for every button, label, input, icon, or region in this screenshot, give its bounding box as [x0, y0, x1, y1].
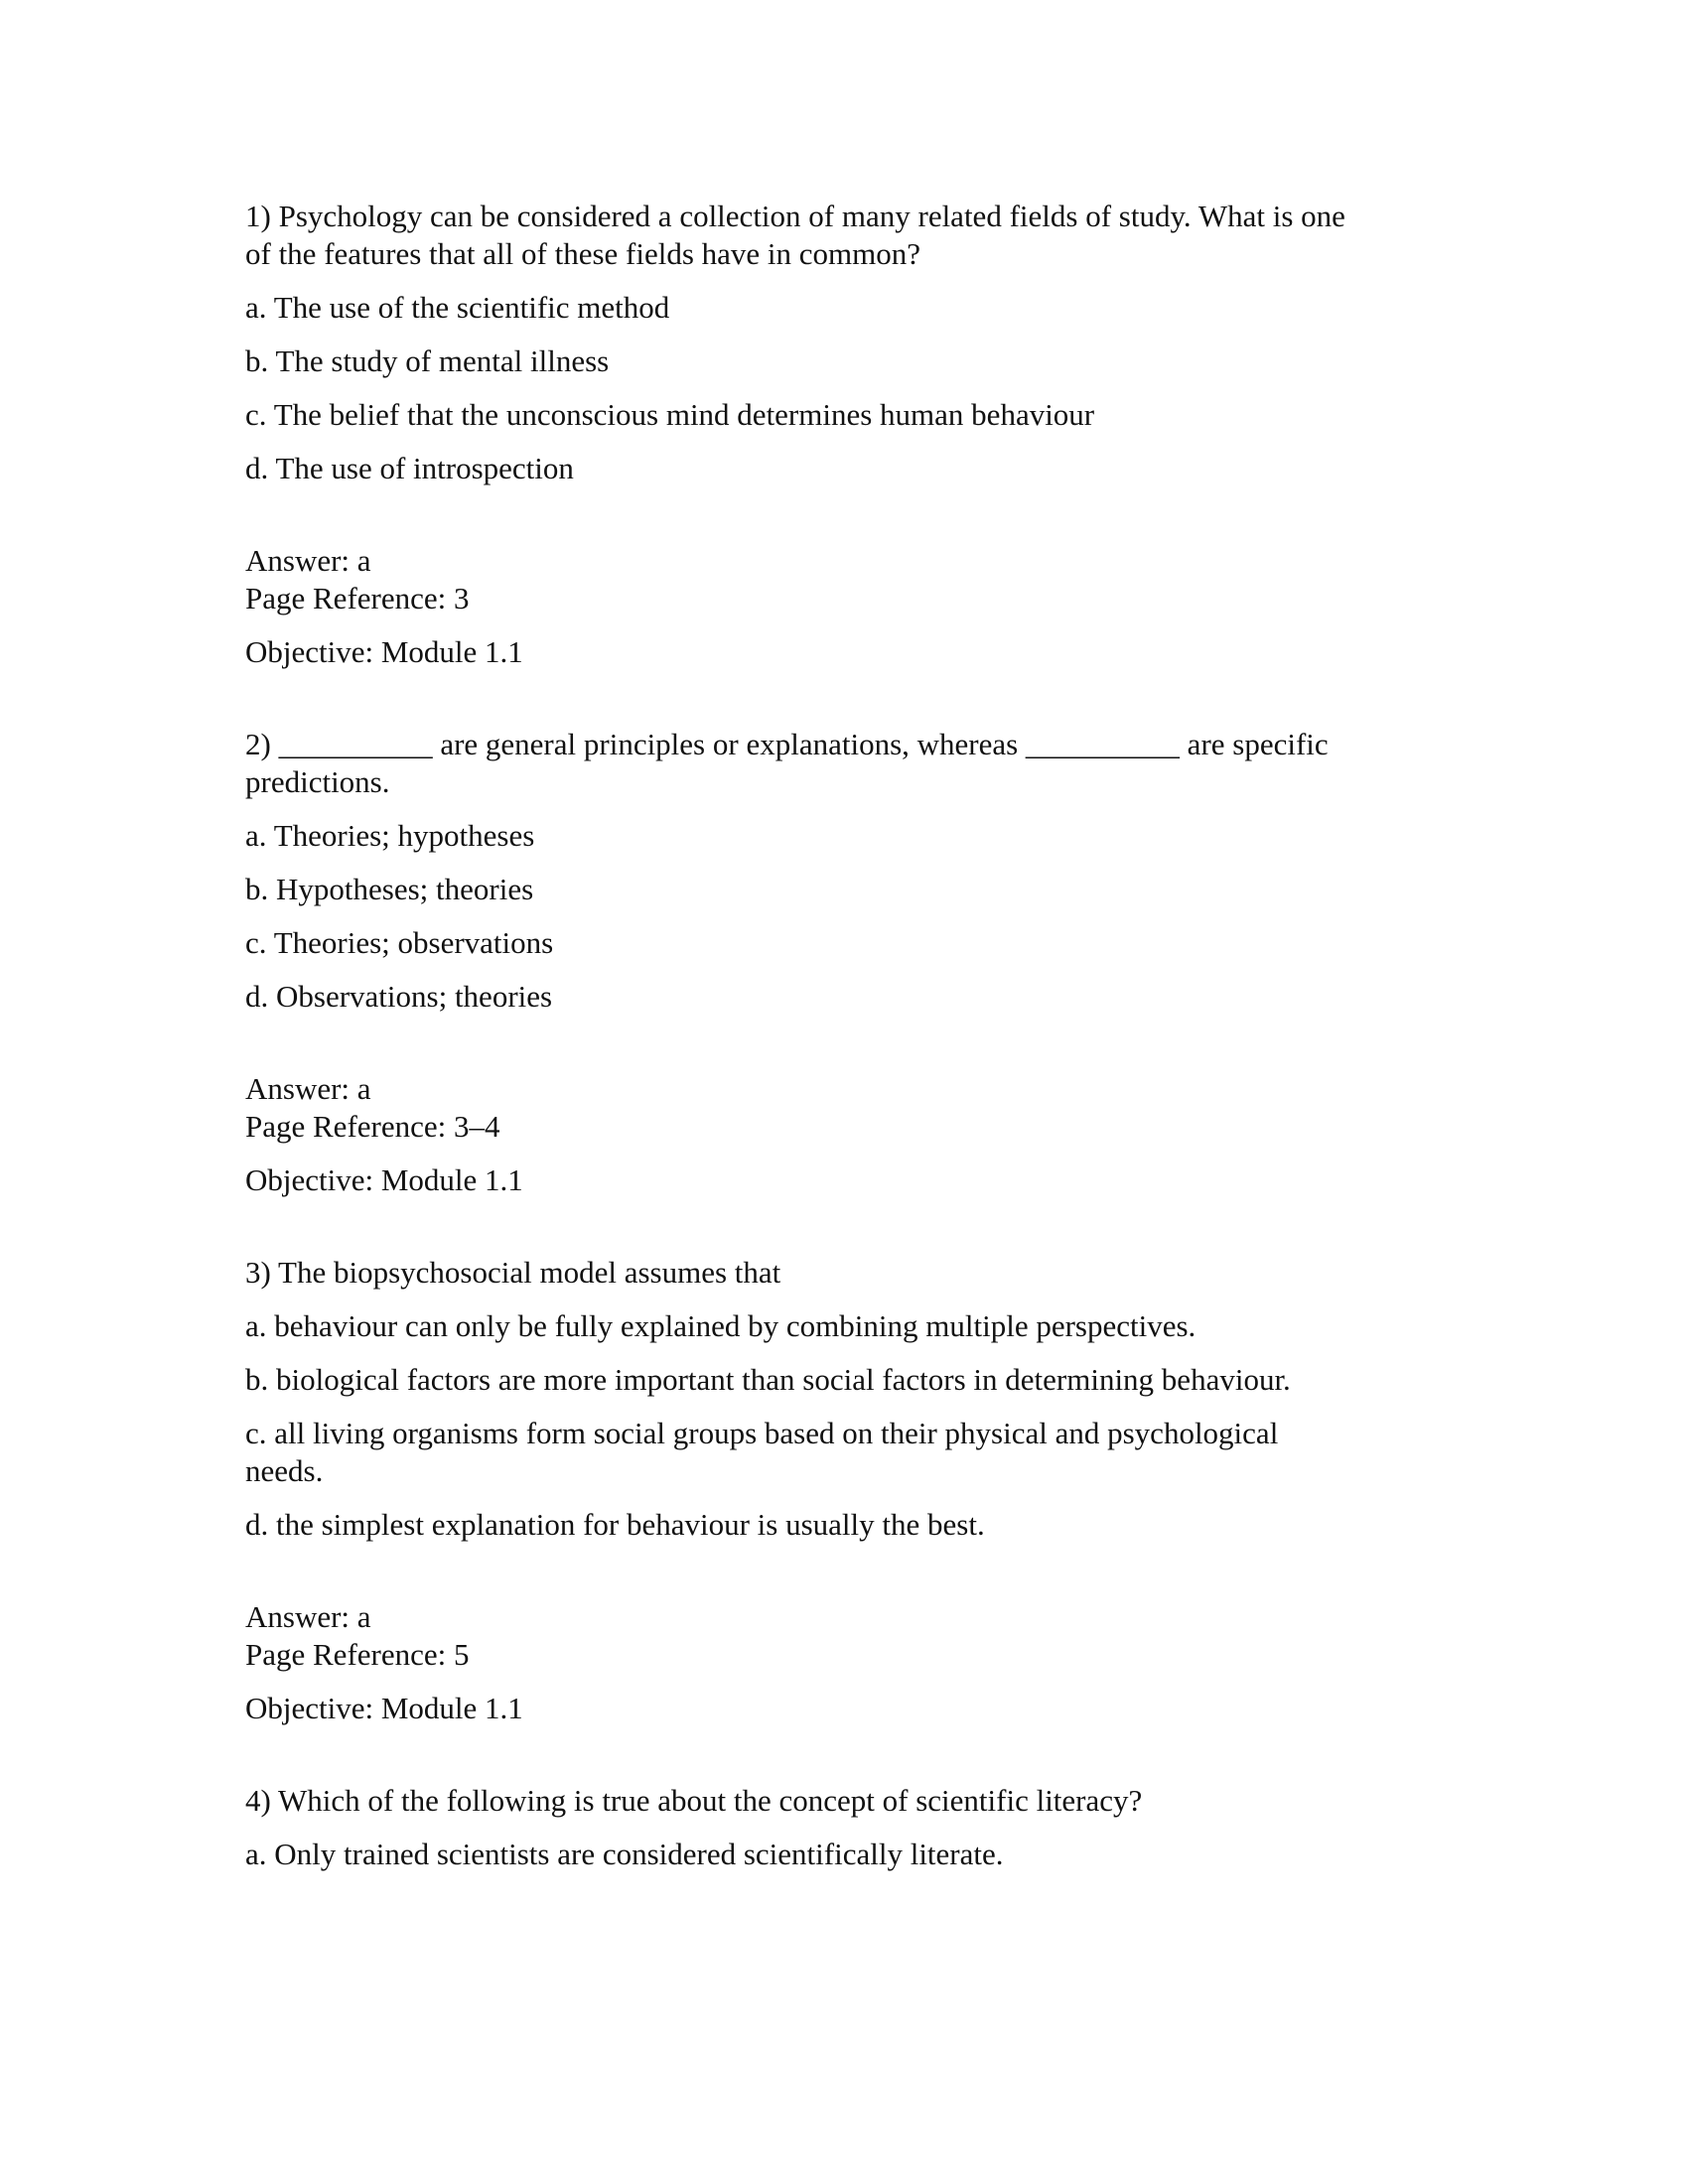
answer-option-line: d. the simplest explanation for behaviour is usually the best.: [245, 1507, 985, 1542]
answer-option-line: b. Hypotheses; theories: [245, 872, 534, 906]
answer-option: [245, 289, 1467, 327]
answer-option-line: b. biological factors are more important than social factors in determining behaviour.: [245, 1362, 1291, 1397]
answer-option-line: c. The belief that the unconscious mind determines human behaviour: [245, 397, 1095, 432]
answer-key: Answer: a: [245, 1599, 371, 1634]
page-reference: Page Reference: 3–4: [245, 1109, 500, 1144]
question-stem-line: 2) __________ are general principles or explanations, whereas __________ are specific: [245, 727, 1329, 761]
spacer: [245, 1743, 1467, 1782]
answer-option-line: a. Theories; hypotheses: [245, 818, 535, 853]
objective: Objective: Module 1.1: [245, 1162, 523, 1197]
answer-option: [245, 817, 1467, 855]
answer-option: [245, 1307, 1467, 1345]
answer-option-line: a. Only trained scientists are considered scientifically literate.: [245, 1837, 1004, 1871]
question-4: [245, 1782, 1467, 1873]
answer-key: Answer: a: [245, 1071, 371, 1106]
spacer: [245, 1560, 1467, 1598]
answer-option-line: d. Observations; theories: [245, 979, 553, 1014]
page-reference: Page Reference: 3: [245, 581, 470, 615]
answer-option: [245, 1415, 1467, 1490]
answer-option-line: c. all living organisms form social groups based on their physical and psychological: [245, 1416, 1279, 1450]
page-reference: Page Reference: 5: [245, 1637, 470, 1672]
question-stem: [245, 726, 1467, 801]
answer-option-line: d. The use of introspection: [245, 451, 574, 485]
answer-option-line: a. The use of the scientific method: [245, 290, 670, 325]
spacer: [245, 1031, 1467, 1070]
question-2: [245, 726, 1467, 1254]
answer-option-line: c. Theories; observations: [245, 925, 554, 960]
answer-option: [245, 1506, 1467, 1544]
answer-option: [245, 396, 1467, 434]
question-stem-line: predictions.: [245, 764, 390, 799]
spacer: [245, 1215, 1467, 1254]
objective: Objective: Module 1.1: [245, 634, 523, 669]
question-stem-line: 3) The biopsychosocial model assumes that: [245, 1255, 781, 1290]
question-1: [245, 198, 1467, 726]
question-stem: [245, 1782, 1467, 1820]
answer-key: Answer: a: [245, 543, 371, 578]
answer-option: [245, 924, 1467, 962]
answer-option: [245, 342, 1467, 380]
answer-option: [245, 978, 1467, 1016]
question-3: [245, 1254, 1467, 1782]
question-stem-line: 1) Psychology can be considered a collection of many related fields of study. What is one: [245, 199, 1345, 233]
answer-option-line: needs.: [245, 1453, 324, 1488]
spacer: [245, 687, 1467, 726]
question-stem: [245, 198, 1467, 273]
question-stem: [245, 1254, 1467, 1292]
question-stem-line: of the features that all of these fields have in common?: [245, 236, 921, 271]
answer-option: [245, 1836, 1467, 1873]
spacer: [245, 503, 1467, 542]
answer-option-line: b. The study of mental illness: [245, 343, 610, 378]
answer-option: [245, 871, 1467, 908]
objective: Objective: Module 1.1: [245, 1691, 523, 1725]
answer-option-line: a. behaviour can only be fully explained by combining multiple perspectives.: [245, 1308, 1196, 1343]
answer-option: [245, 450, 1467, 487]
question-stem-line: 4) Which of the following is true about the concept of scientific literacy?: [245, 1783, 1143, 1818]
answer-option: [245, 1361, 1467, 1399]
document-page: [245, 198, 1467, 1889]
